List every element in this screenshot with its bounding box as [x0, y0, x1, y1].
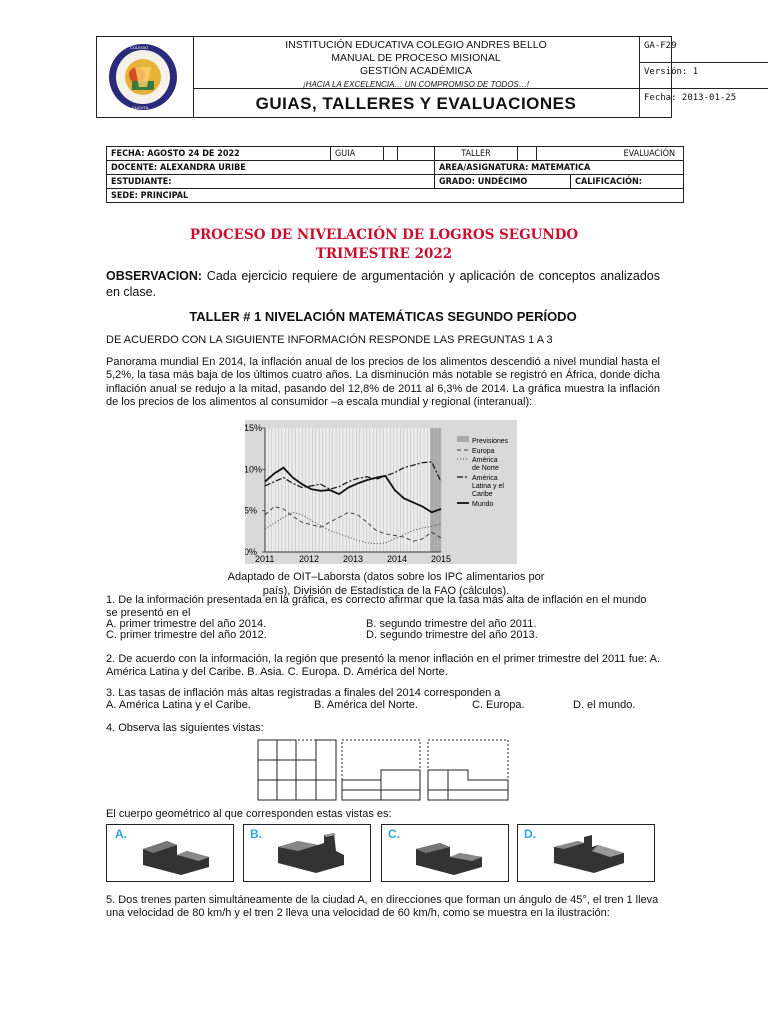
observation-text: Cada ejercicio requiere de argumentación y aplicación de conceptos analizados en clase.	[106, 269, 660, 299]
y-tick-label: 10%	[245, 464, 263, 475]
inflation-chart-svg	[245, 420, 517, 564]
evaluacion-cell: EVALUACIÓN	[537, 147, 684, 161]
logo-top-text: COLEGIO	[130, 45, 149, 50]
question-3-options	[106, 699, 660, 712]
q4-options	[106, 824, 655, 882]
side-view	[428, 740, 508, 800]
caption-line-2: país), División de Estadística de la FAO (cálculos).	[262, 584, 510, 597]
student-info-table	[106, 146, 684, 203]
q3-option-d[interactable]: D. el mundo.	[573, 699, 636, 711]
y-tick-label: 0%	[245, 547, 258, 557]
q4-option-c-label: C.	[388, 827, 400, 841]
question-3: 3. Las tasas de inflación más altas registradas a finales del 2014 corresponden a	[106, 687, 501, 699]
docente-cell: DOCENTE: ALEXANDRA URIBE	[107, 161, 435, 175]
document-code: GA-F29	[639, 37, 768, 63]
observation-label: OBSERVACION:	[106, 269, 203, 283]
guia-cell: GUIA	[331, 147, 384, 161]
question-4-prompt: El cuerpo geométrico al que corresponden estas vistas es:	[106, 808, 392, 820]
solid-c-icon	[410, 833, 494, 877]
sede-cell: SEDE: PRINCIPAL	[107, 189, 684, 203]
taller-checkbox[interactable]	[518, 147, 537, 161]
header-center	[193, 37, 640, 117]
q4-option-d-box[interactable]	[517, 824, 655, 882]
taller-cell: TALLER	[435, 147, 518, 161]
x-tick-label: 2014	[387, 554, 408, 564]
inflation-chart	[245, 420, 517, 564]
caption-line-1: Adaptado de OIT–Laborsta (datos sobre los IPC alimentarios por	[227, 571, 545, 583]
school-motto: ¡HACIA LA EXCELENCIA… UN COMPROMISO DE TODOS…!	[303, 80, 529, 89]
legend-label: Mundo	[472, 501, 494, 508]
legend-label: de Norte	[472, 465, 499, 472]
blank-cell	[398, 147, 435, 161]
calificacion-cell: CALIFICACIÓN:	[571, 175, 684, 189]
document-type-title: GUIAS, TALLERES Y EVALUACIONES	[193, 88, 639, 118]
observation	[106, 268, 660, 300]
solid-a-icon	[137, 833, 217, 877]
y-tick-label: 15%	[245, 423, 263, 433]
q3-option-a[interactable]: A. América Latina y el Caribe.	[106, 699, 251, 711]
q1-option-d[interactable]: D. segundo trimestre del año 2013.	[366, 629, 538, 641]
orthographic-views	[254, 738, 520, 802]
taller-title: TALLER # 1 NIVELACIÓN MATEMÁTICAS SEGUNDO PERÍODO	[189, 309, 577, 324]
legend-label: América	[472, 457, 498, 464]
question-4: 4. Observa las siguientes vistas:	[106, 722, 264, 734]
x-tick-label: 2015	[431, 554, 452, 564]
page-title	[120, 226, 648, 264]
school-logo	[97, 37, 194, 117]
q1-option-b[interactable]: B. segundo trimestre del año 2011.	[366, 618, 537, 630]
legend-label: Europa	[472, 448, 495, 455]
x-tick-label: 2013	[343, 554, 364, 564]
grado-cell: GRADO: UNDÉCIMO	[435, 175, 571, 189]
legend-label: Previsiones	[472, 438, 509, 445]
title-line-2: TRIMESTRE 2022	[315, 246, 453, 262]
y-tick-label: 5%	[245, 505, 258, 516]
institution-name: INSTITUCIÓN EDUCATIVA COLEGIO ANDRES BELLO	[285, 39, 547, 51]
q1-option-a[interactable]: A. primer trimestre del año 2014.	[106, 618, 267, 630]
q3-option-b[interactable]: B. América del Norte.	[314, 699, 418, 711]
forecast-band	[430, 428, 441, 552]
legend-swatch	[457, 436, 469, 442]
front-view	[258, 740, 336, 800]
question-5: 5. Dos trenes parten simultáneamente de la ciudad A, en direcciones que forman un ángulo de 45°, el tren 1 lleva una velocidad de 80 km/h y el tren 2 lleva una velocidad de 60 km/h, como se muestra en la ilustración:	[106, 894, 659, 919]
x-tick-label: 2011	[255, 554, 275, 564]
q4-option-a-label: A.	[115, 827, 127, 841]
q4-option-a-box[interactable]	[106, 824, 234, 882]
q4-option-c-box[interactable]	[381, 824, 509, 882]
document-header	[96, 36, 737, 118]
area-cell: AREA/ASIGNATURA: MATEMATICA	[435, 161, 684, 175]
q4-option-d-label: D.	[524, 827, 536, 841]
instruction: DE ACUERDO CON LA SIGUIENTE INFORMACIÓN RESPONDE LAS PREGUNTAS 1 A 3	[106, 334, 553, 346]
legend-label: Latina y el	[472, 483, 504, 490]
guia-checkbox[interactable]	[384, 147, 398, 161]
top-view	[342, 740, 420, 800]
question-2: 2. De acuerdo con la información, la región que presentó la menor inflación en el primer trimestre del 2011 fue: A. América Latina y del Caribe. B. Asia. C. Europa. D. América del Norte.	[106, 653, 660, 678]
q3-option-c[interactable]: C. Europa.	[472, 699, 525, 711]
context-paragraph: Panorama mundial En 2014, la inflación anual de los precios de los alimentos descendió a nivel mundial hasta el 5,2%, la tasa más baja de los últimos cuatro años. La disminución más notable se registró en África, donde dicha inflación anual se redujo a la mitad, pasando del 12,8% de 2011 al 6,3% de 2014. La gráfica muestra la inflación de los precios de los alimentos al consumidor –a escala mundial y regional (interanual):	[106, 356, 660, 408]
solid-b-icon	[272, 831, 356, 877]
x-tick-label: 2012	[299, 554, 320, 564]
title-line-1: PROCESO DE NIVELACIÓN DE LOGROS SEGUNDO	[189, 227, 579, 243]
q4-option-b-label: B.	[250, 827, 262, 841]
estudiante-cell: ESTUDIANTE:	[107, 175, 435, 189]
manual-name: MANUAL DE PROCESO MISIONAL	[331, 52, 501, 64]
document-version: Versión: 1	[639, 63, 768, 89]
document-date: Fecha: 2013-01-25	[644, 93, 737, 103]
q4-option-b-box[interactable]	[243, 824, 371, 882]
fecha-cell: FECHA: AGOSTO 24 DE 2022	[107, 147, 331, 161]
legend-label: Caribe	[472, 491, 493, 498]
solid-d-icon	[550, 831, 640, 877]
header-meta	[639, 37, 768, 117]
q1-option-c[interactable]: C. primer trimestre del año 2012.	[106, 629, 267, 641]
logo-bottom-text: CUCUTA	[132, 105, 149, 110]
question-1: 1. De la información presentada en la gráfica, es correcto afirmar que la tasa más alta de inflación en el mundo se presentó en el	[106, 594, 647, 619]
legend-label: América	[472, 475, 498, 482]
gestion-name: GESTIÓN ACADÉMICA	[359, 65, 473, 77]
question-1-options	[106, 618, 660, 644]
